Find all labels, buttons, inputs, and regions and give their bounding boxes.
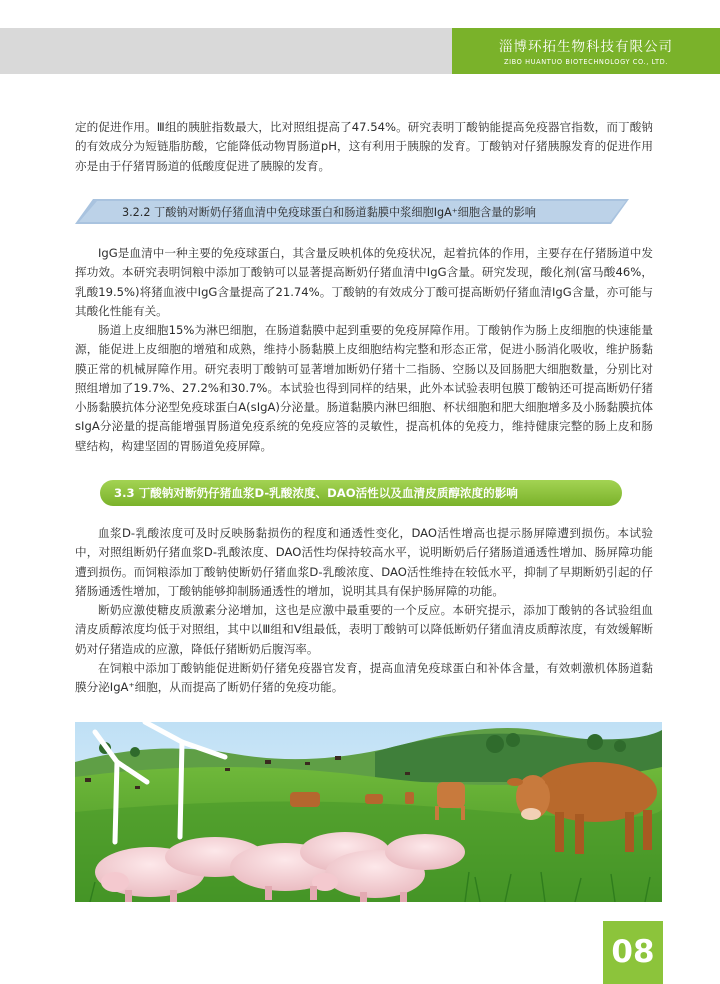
farm-scene-image	[75, 722, 662, 902]
paragraph-cortisol: 断奶应激使糖皮质激素分泌增加，这也是应激中最重要的一个反应。本研究提示，添加丁酸钠的各试验组血清皮质醇浓度均低于对照组，其中以Ⅲ组和Ⅴ组最低，表明丁酸钠可以降低断奶仔猪血清皮质醇浓度，有效缓解断奶对仔猪造成的应激，降低仔猪断奶后腹泻率。	[75, 603, 653, 656]
company-name-en: ZIBO HUANTUO BIOTECHNOLOGY CO., LTD.	[504, 58, 668, 66]
company-name-cn: 淄博环拓生物科技有限公司	[499, 39, 673, 55]
section-title-3-3: 3.3 丁酸钠对断奶仔猪血浆D-乳酸浓度、DAO活性以及血清皮质醇浓度的影响	[114, 486, 518, 500]
section-banner-3-2-2	[75, 199, 629, 224]
paragraph-pancreas: 定的促进作用。Ⅲ组的胰脏指数最大，比对照组提高了47.54%。研究表明丁酸钠能提高免疫器官指数，而丁酸钠的有效成分为短链脂肪酸，它能降低动物胃肠道pH，这有利用于胰腺的发育。丁酸钠对仔猪胰腺发育的促进作用亦是由于仔猪胃肠道的低酸度促进了胰腺的发育。	[75, 120, 653, 173]
header-company-block	[452, 28, 720, 74]
paragraph-conclusion: 在饲粮中添加丁酸钠能促进断奶仔猪免疫器官发育，提高血清免疫球蛋白和补体含量，有效刺激机体肠道黏膜分泌IgA⁺细胞，从而提高了断奶仔猪的免疫功能。	[75, 661, 653, 695]
paragraph-igg: IgG是血清中一种主要的免疫球蛋白，其含量反映机体的免疫状况，起着抗体的作用，主要存在仔猪肠道中发挥功效。本研究表明饲粮中添加丁酸钠可以显著提高断奶仔猪血清中IgG含量。研究发现，酸化剂(富马酸46%，乳酸19.5%)将猪血液中IgG含量提高了21.74%。丁酸钠的有效成分丁酸可提高断奶仔猪血清IgG含量，亦可能与其酸化性能有关。	[75, 246, 653, 318]
page-number: 08	[603, 921, 663, 984]
header-gray-band	[0, 28, 452, 74]
paragraph-d-lactate-dao: 血浆D-乳酸浓度可及时反映肠黏损伤的程度和通透性变化，DAO活性增高也提示肠屏障遭到损伤。本试验中，对照组断奶仔猪血浆D-乳酸浓度、DAO活性均保持较高水平，说明断奶后仔猪肠道通透性增加、肠屏障功能遭到损伤。而饲粮添加丁酸钠使断奶仔猪血浆D-乳酸浓度、DAO活性维持在较低水平，抑制了早期断奶引起的仔猪肠通透性增加，丁酸钠能够抑制肠通透性的增加，说明其具有保护肠屏障的功能。	[75, 526, 653, 598]
section-title-3-2-2: 3.2.2 丁酸钠对断奶仔猪血清中免疫球蛋白和肠道黏膜中浆细胞IgA⁺细胞含量的影响	[122, 206, 536, 219]
paragraph-intestinal-epithelium: 肠道上皮细胞15%为淋巴细胞，在肠道黏膜中起到重要的免疫屏障作用。丁酸钠作为肠上皮细胞的快速能量源，能促进上皮细胞的增殖和成熟，维持小肠黏膜上皮细胞结构完整和形态正常，促进小肠消化吸收，维护肠黏膜正常的机械屏障作用。研究表明丁酸钠可显著增加断奶仔猪十二指肠、空肠以及回肠肥大细胞数量，分别比对照组增加了19.7%、27.2%和30.7%。本试验也得到同样的结果，此外本试验表明包膜丁酸钠还可提高断奶仔猪小肠黏膜抗体分泌型免疫球蛋白A(sIgA)分泌量。肠道黏膜内淋巴细胞、杯状细胞和肥大细胞增多及小肠黏膜抗体sIgA分泌量的提高能增强胃肠道免疫系统的免疫应答的灵敏性，提高机体的免疫力，维持健康完整的肠上皮和肠壁结构，构建坚固的胃肠道免疫屏障。	[75, 323, 653, 453]
section-banner-3-3	[100, 480, 622, 506]
